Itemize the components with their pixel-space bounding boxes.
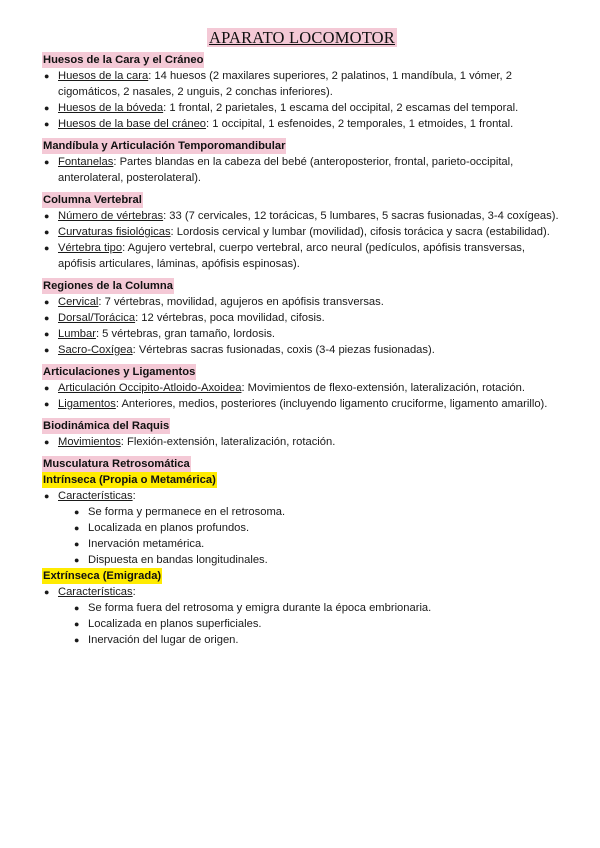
item-text: : Partes blandas en la cabeza del bebé (anteroposterior, frontal, parieto-occipital, anterolateral, posterolateral).: [58, 156, 514, 184]
item-text: : Lordosis cervical y lumbar (movilidad), cifosis torácica y sacra (estabilidad).: [170, 226, 550, 238]
subsection-heading-intrinseca: Intrínseca (Propia o Metamérica): [43, 474, 216, 486]
bullet-list: [42, 208, 562, 272]
item-text: : 1 occipital, 1 esfenoides, 2 temporales, 1 etmoides, 1 frontal.: [206, 118, 514, 130]
item-term: Número de vértebras: [58, 210, 164, 222]
item-text: : Movimientos de flexo-extensión, lateralización, rotación.: [241, 382, 525, 394]
list-item: [42, 154, 562, 186]
list-item: [42, 116, 562, 132]
bullet-list: [42, 434, 562, 450]
section-regiones-columna: [42, 278, 562, 358]
section-heading: Regiones de la Columna: [43, 280, 173, 292]
section-biodinamica-raquis: [42, 418, 562, 450]
item-term: Dorsal/Torácica: [58, 312, 136, 324]
sub-list-item: ● Se forma y permanece en el retrosoma.: [42, 504, 562, 520]
bullet-list: [42, 488, 562, 568]
sub-list-item: ● Dispuesta en bandas longitudinales.: [42, 552, 562, 568]
item-term: Cervical: [58, 296, 99, 308]
item-text: : 5 vértebras, gran tamaño, lordosis.: [95, 328, 276, 340]
item-text: : Agujero vertebral, cuerpo vertebral, arco neural (pedículos, apófisis transversas, apófisis articulares, láminas, apófisis espinosas).: [58, 242, 526, 270]
subsection-heading-extrinseca: Extrínseca (Emigrada): [43, 570, 162, 582]
bullet-list: [42, 294, 562, 358]
item-term: Curvaturas fisiológicas: [58, 226, 171, 238]
item-term: Fontanelas: [58, 156, 114, 168]
bullet-list: [42, 154, 562, 186]
item-term: Articulación Occipito-Atloido-Axoidea: [58, 382, 242, 394]
sub-list-item: ● Se forma fuera del retrosoma y emigra durante la época embrionaria.: [42, 600, 562, 616]
list-item: [42, 584, 562, 600]
list-item: [42, 294, 562, 310]
item-term: Huesos de la base del cráneo: [58, 118, 207, 130]
item-text: : 33 (7 cervicales, 12 torácicas, 5 lumbares, 5 sacras fusionadas, 3-4 coxígeas).: [163, 210, 559, 222]
item-term: Características: [58, 490, 133, 502]
item-text: : 12 vértebras, poca movilidad, cifosis.: [135, 312, 325, 324]
bullet-list: [42, 68, 562, 132]
section-columna-vertebral: [42, 192, 562, 272]
item-text: : 14 huesos (2 maxilares superiores, 2 palatinos, 1 mandíbula, 1 vómer, 2 cigomáticos, 2 nasales, 2 unguis, 2 conchas inferiores).: [58, 70, 512, 98]
list-item: [42, 100, 562, 116]
list-item: [42, 68, 562, 100]
section-articulaciones-ligamentos: [42, 364, 562, 412]
item-text: : Flexión-extensión, lateralización, rotación.: [120, 436, 336, 448]
item-term: Vértebra tipo: [58, 242, 123, 254]
section-mandibula-atm: [42, 138, 562, 186]
sub-list-item: ● Localizada en planos profundos.: [42, 520, 562, 536]
item-term: Lumbar: [58, 328, 96, 340]
list-item: [42, 488, 562, 504]
list-item: [42, 380, 562, 396]
list-item: [42, 224, 562, 240]
section-heading: Articulaciones y Ligamentos: [43, 366, 196, 378]
list-item: [42, 396, 562, 412]
item-text: : Anteriores, medios, posteriores (incluyendo ligamento cruciforme, ligamento amarillo).: [115, 398, 548, 410]
item-term: Características: [58, 586, 133, 598]
sub-list-item: ● Localizada en planos superficiales.: [42, 616, 562, 632]
list-item: [42, 434, 562, 450]
item-term: Huesos de la cara: [58, 70, 149, 82]
sub-list-item: ● Inervación metamérica.: [42, 536, 562, 552]
item-term-suffix: :: [132, 490, 136, 502]
bullet-list: [42, 584, 562, 648]
item-term: Sacro-Coxígea: [58, 344, 133, 356]
bullet-list: [42, 380, 562, 412]
section-heading: Biodinámica del Raquis: [43, 420, 170, 432]
sub-list-item: ● Inervación del lugar de origen.: [42, 632, 562, 648]
list-item: [42, 326, 562, 342]
title-wrap: [42, 30, 562, 48]
section-heading: Musculatura Retrosomática: [43, 458, 190, 470]
item-text: : 1 frontal, 2 parietales, 1 escama del occipital, 2 escamas del temporal.: [163, 102, 519, 114]
document-title: APARATO LOCOMOTOR: [208, 28, 395, 47]
item-term: Ligamentos: [58, 398, 116, 410]
list-item: [42, 310, 562, 326]
section-huesos-cara-craneo: [42, 52, 562, 132]
section-heading: Huesos de la Cara y el Cráneo: [43, 54, 204, 66]
section-heading: Columna Vertebral: [43, 194, 142, 206]
item-term: Movimientos: [58, 436, 121, 448]
document-page: [42, 30, 562, 654]
list-item: [42, 342, 562, 358]
list-item: [42, 240, 562, 272]
item-text: : Vértebras sacras fusionadas, coxis (3-4 piezas fusionadas).: [132, 344, 435, 356]
section-heading: Mandíbula y Articulación Temporomandibular: [43, 140, 286, 152]
list-item: [42, 208, 562, 224]
item-text: : 7 vértebras, movilidad, agujeros en apófisis transversas.: [98, 296, 384, 308]
item-term: Huesos de la bóveda: [58, 102, 164, 114]
item-term-suffix: :: [132, 586, 136, 598]
section-musculatura-retrosomatica: [42, 456, 562, 648]
